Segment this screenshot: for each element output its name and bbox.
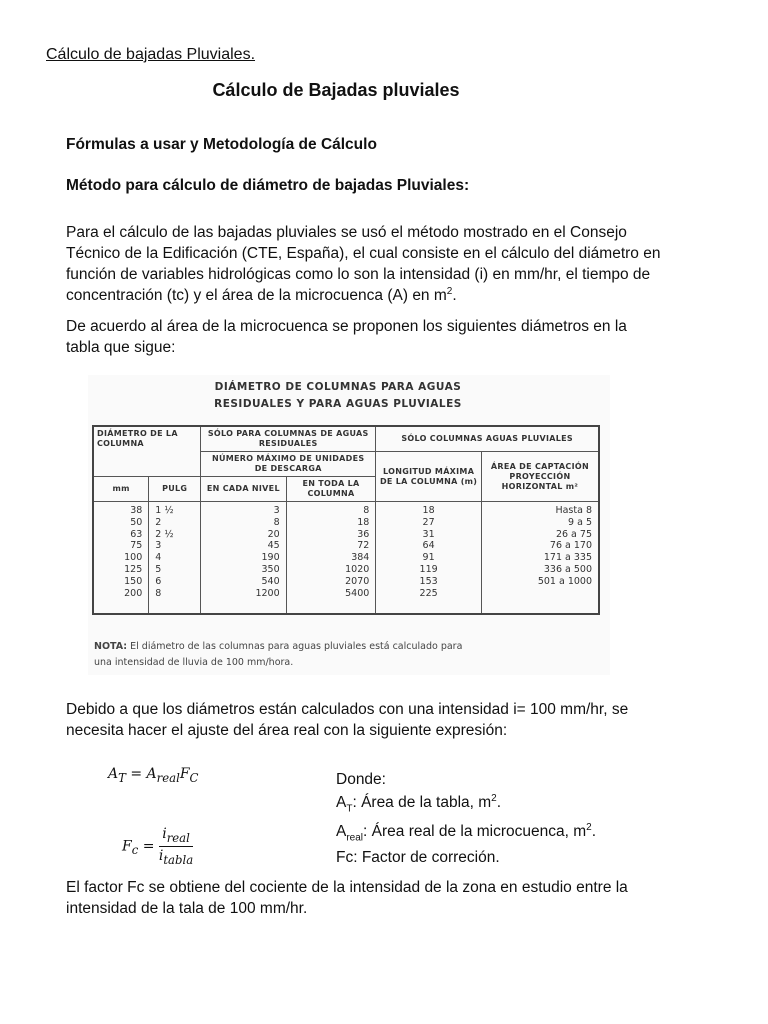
table-cell-cada: 540 (201, 576, 287, 588)
table-cell-pulg: 8 (149, 588, 201, 615)
table-cell-mm: 150 (93, 576, 149, 588)
table-cell-mm: 63 (93, 529, 149, 541)
header-mm: mm (93, 477, 149, 502)
table-cell-pulg: 3 (149, 540, 201, 552)
table-row (93, 540, 599, 552)
paragraph-adjustment (66, 699, 676, 741)
table-cell-toda: 384 (286, 552, 376, 564)
paragraph-line: Para el cálculo de las bajadas pluviales se usó el método mostrado en el Consejo (66, 224, 627, 241)
table-cell-mm: 125 (93, 564, 149, 576)
paragraph-line: tabla que sigue: (66, 339, 176, 356)
table-cell-pulg: 1 ½ (149, 502, 201, 517)
section-heading-formulas: Fórmulas a usar y Metodología de Cálculo (66, 136, 377, 153)
formula-area: $A_T = A_{real}F_C$ (108, 766, 199, 785)
table-cell-long: 119 (376, 564, 482, 576)
table-cell-area: 76 a 170 (481, 540, 599, 552)
table-cell-mm: 38 (93, 502, 149, 517)
table-cell-pulg: 5 (149, 564, 201, 576)
table-cell-area: Hasta 8 (481, 502, 599, 517)
paragraph-line: Debido a que los diámetros están calculados con una intensidad i= 100 mm/hr, se (66, 701, 629, 718)
table-cell-long: 91 (376, 552, 482, 564)
table-row (93, 552, 599, 564)
table-cell-area: 9 a 5 (481, 517, 599, 529)
paragraph-factor (66, 877, 676, 919)
table-cell-mm: 50 (93, 517, 149, 529)
header-area: ÁREA DE CAPTACIÓN PROYECCIÓN HORIZONTAL m² (481, 452, 599, 502)
table-cell-area (481, 588, 599, 615)
table-cell-cada: 190 (201, 552, 287, 564)
document-header-title: Cálculo de bajadas Pluviales. (46, 46, 256, 63)
header-pulg: PULG (149, 477, 201, 502)
variable-definitions (336, 770, 596, 867)
fraction: $\frac{i_{real}}{i_{tabla}}$ (158, 826, 194, 867)
table-cell-long: 225 (376, 588, 482, 615)
table-cell-toda: 18 (286, 517, 376, 529)
definitions-title: Donde: (336, 771, 386, 788)
header-longitud: LONGITUD MÁXIMA DE LA COLUMNA (m) (376, 452, 482, 502)
table-cell-cada: 1200 (201, 588, 287, 615)
table-cell-long: 64 (376, 540, 482, 552)
table-row (93, 529, 599, 541)
table-cell-area: 26 a 75 (481, 529, 599, 541)
table-row (93, 502, 599, 517)
formula-factor: $F_c$ = $\frac{i_{real}}{i_{tabla}}$ (122, 826, 194, 867)
table-cell-long: 27 (376, 517, 482, 529)
paragraph-line: concentración (tc) y el área de la microcuenca (A) en $m^2$. (66, 285, 457, 304)
figure-note: NOTA: El diámetro de las columnas para aguas pluviales está calculado para una intensidad de lluvia de 100 mm/hora. (94, 641, 463, 668)
table-cell-pulg: 6 (149, 576, 201, 588)
header-toda-columna: EN TODA LA COLUMNA (286, 477, 376, 502)
table-cell-cada: 45 (201, 540, 287, 552)
table-cell-cada: 8 (201, 517, 287, 529)
table-cell-toda: 2070 (286, 576, 376, 588)
paragraph-method (66, 222, 676, 306)
table-row (93, 588, 599, 615)
table-cell-long: 153 (376, 576, 482, 588)
figure-title: DIÁMETRO DE COLUMNAS PARA AGUAS RESIDUALES Y PARA AGUAS PLUVIALES (214, 381, 462, 410)
table-row (93, 576, 599, 588)
definition-line: Fc: Factor de correción. (336, 848, 500, 866)
table-cell-area: 171 a 335 (481, 552, 599, 564)
table-cell-long: 18 (376, 502, 482, 517)
header-cada-nivel: EN CADA NIVEL (201, 477, 287, 502)
definition-line: $A_{real}$: Área real de la microcuenca, $m^2$. (336, 822, 597, 844)
paragraph-line: Técnico de la Edificación (CTE, España), el cual consiste en el cálculo del diámetro en (66, 245, 661, 262)
table-cell-toda: 36 (286, 529, 376, 541)
table-cell-mm: 100 (93, 552, 149, 564)
main-title (66, 80, 606, 101)
table-cell-cada: 3 (201, 502, 287, 517)
paragraph-table-intro (66, 316, 676, 358)
table-cell-toda: 5400 (286, 588, 376, 615)
table-cell-area: 501 a 1000 (481, 576, 599, 588)
paragraph-line: intensidad de la tala de 100 mm/hr. (66, 900, 308, 917)
table-cell-cada: 350 (201, 564, 287, 576)
table-cell-pulg: 2 ½ (149, 529, 201, 541)
paragraph-line: función de variables hidrológicas como lo son la intensidad (i) en mm/hr, el tiempo de (66, 266, 651, 283)
main-title-text: Cálculo de Bajadas pluviales (212, 80, 460, 100)
paragraph-line: El factor Fc se obtiene del cociente de la intensidad de la zona en estudio entre la (66, 879, 628, 896)
table-cell-pulg: 2 (149, 517, 201, 529)
header-numero-maximo: NÚMERO MÁXIMO DE UNIDADES DE DESCARGA (201, 452, 376, 477)
table-cell-pulg: 4 (149, 552, 201, 564)
table-row (93, 517, 599, 529)
paragraph-line: necesita hacer el ajuste del área real con la siguiente expresión: (66, 722, 508, 739)
table-cell-cada: 20 (201, 529, 287, 541)
table-cell-toda: 1020 (286, 564, 376, 576)
table-cell-toda: 72 (286, 540, 376, 552)
table-row (93, 564, 599, 576)
table-cell-toda: 8 (286, 502, 376, 517)
section-heading-method: Método para cálculo de diámetro de bajadas Pluviales: (66, 177, 470, 194)
table-cell-long: 31 (376, 529, 482, 541)
paragraph-line: De acuerdo al área de la microcuenca se proponen los siguientes diámetros en la (66, 318, 627, 335)
table-cell-mm: 200 (93, 588, 149, 615)
table-cell-area: 336 a 500 (481, 564, 599, 576)
header-diametro: DIÁMETRO DE LA COLUMNA (93, 426, 201, 477)
header-solo-residuales: SÓLO PARA COLUMNAS DE AGUAS RESIDUALES (201, 426, 376, 452)
table-cell-mm: 75 (93, 540, 149, 552)
table-body (93, 502, 599, 615)
diameter-table (92, 425, 600, 615)
diameter-table-figure (88, 375, 610, 675)
definition-line: $A_T$: Área de la tabla, $m^2$. (336, 793, 502, 815)
header-solo-pluviales: SÓLO COLUMNAS AGUAS PLUVIALES (376, 426, 599, 452)
